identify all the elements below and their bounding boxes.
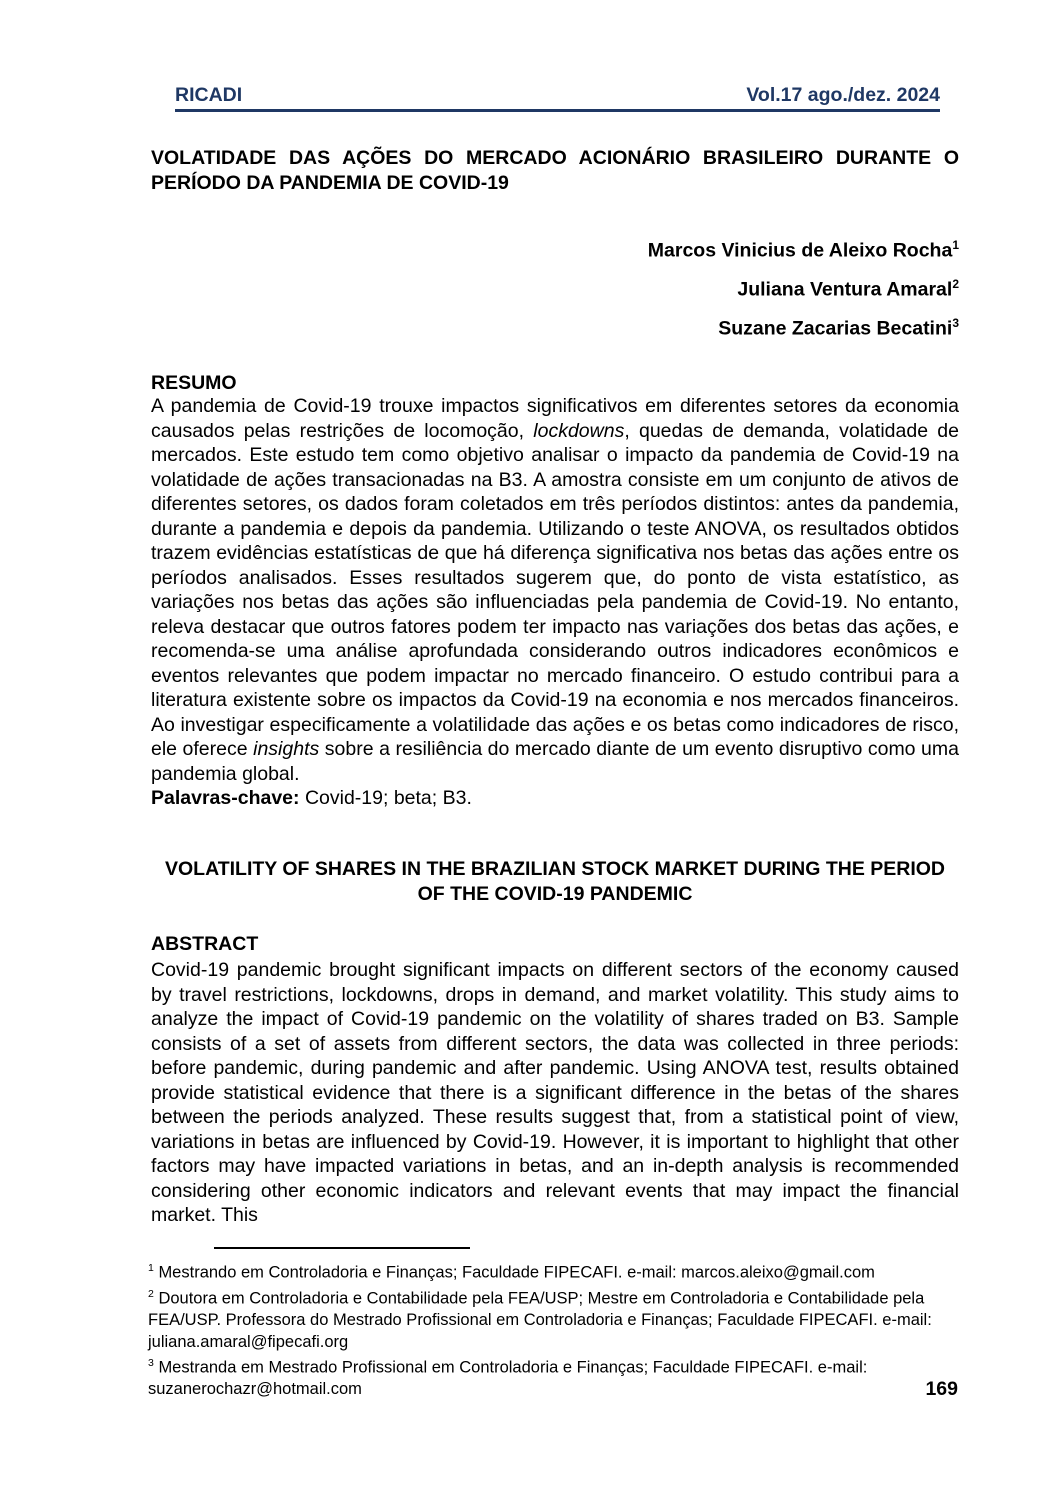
footnote [148,1258,960,1284]
footnote-ref: 3 [952,316,959,330]
abstract-paragraph: Covid-19 pandemic brought significant impacts on different sectors of the economy caused by travel restrictions, lockdowns, drops in demand, and market volatility. This study aims to analyze the impact of Covid-19 pandemic on the volatility of shares traded on B3. Sample consists of a set of assets from different sectors, the data was collected in three periods: before pandemic, during pandemic and after pandemic. Using ANOVA test, results obtained provide statistical evidence that there is a significant difference in the betas of the shares between the periods analyzed. These results suggest that, from a statistical point of view, variations in betas are influenced by Covid-19. However, it is important to highlight that other factors may have impacted variations in betas, and an in-depth analysis is recommended considering other economic indicators and relevant events that may impact the financial market. This [151,959,959,1226]
author-name: Juliana Ventura Amaral$^2$ [737,277,959,301]
page-number: 169 [925,1378,958,1400]
footnote-ref: 2 [952,277,959,291]
author-list [151,229,959,346]
abstract-section [151,958,959,1228]
footnote-text: Mestrando em Controladoria e Finanças; Faculdade FIPECAFI. e-mail: marcos.aleixo@gmail.com [158,1263,875,1282]
resumo-heading: RESUMO [151,372,237,394]
footnote-separator [214,1247,470,1249]
italic-term: insights [253,738,320,760]
footnote-number: 3 [148,1357,154,1369]
volume-info: Vol.17 ago./dez. 2024 [746,84,940,106]
author-name: Suzane Zacarias Becatini$^3$ [718,316,959,340]
italic-term: lockdowns [533,419,625,442]
keywords-line [151,786,959,811]
abstract-heading: ABSTRACT [151,933,259,955]
paper-title-pt: VOLATIDADE DAS AÇÕES DO MERCADO ACIONÁRIO BRASILEIRO DURANTE O PERÍODO DA PANDEMIA DE COVID-19 [151,147,959,194]
journal-name: RICADI [175,84,243,106]
author-name: Marcos Vinicius de Aleixo Rocha$^1$ [647,238,959,262]
paper-title-en: VOLATILITY OF SHARES IN THE BRAZILIAN STOCK MARKET DURING THE PERIOD OF THE COVID-19 PANDEMIC [164,858,946,905]
footnote-number: 2 [148,1288,154,1300]
footnote [148,1284,960,1353]
journal-header [175,84,940,112]
footnote-text: Doutora em Controladoria e Contabilidade pela FEA/USP; Mestre em Controladoria e Contabilidade pela FEA/USP. Professora do Mestrado Profissional em Controladoria e Finanças; Faculdade FIPECAFI. e-mail: juliana.amaral@fipecafi.org [148,1289,932,1351]
keywords-label: Palavras-chave: [151,787,300,809]
footnotes-area [148,1247,960,1401]
resumo-paragraph: A pandemia de Covid-19 trouxe impactos significativos em diferentes setores da economia causados pelas restrições de locomoção, lockdowns, quedas de demanda, volatidade de mercados. Este estudo tem como objetivo analisar o impacto da pandemia de Covid-19 na volatidade de ações transacionadas na B3. A amostra consiste em um conjunto de ativos de diferentes setores, os dados foram coletados em três períodos distintos: antes da pandemia, durante a pandemia e depois da pandemia. Utilizando o teste ANOVA, os resultados obtidos trazem evidências estatísticas de que há diferença significativa nos betas das ações entre os períodos analisados. Esses resultados sugerem que, do ponto de vista estatístico, as variações nos betas das ações são influenciadas pela pandemia de Covid-19. No entanto, releva destacar que outros fatores podem ter impacto nas variações dos betas das ações, e recomenda-se uma análise aprofundada considerando outros indicadores econômicos e eventos relevantes que podem impactar no mercado financeiro. O estudo contribui para a literatura existente sobre os impactos da Covid-19 na economia e nos mercados financeiros. Ao investigar especificamente a volatilidade das ações e os betas como indicadores de risco, ele oferece insights sobre a resiliência do mercado diante de um evento disruptivo como uma pandemia global. [151,395,959,785]
footnote-text: Mestranda em Mestrado Profissional em Controladoria e Finanças; Faculdade FIPECAFI. e-mail: suzanerochazr@hotmail.com [148,1358,868,1398]
resumo-section [151,394,959,811]
footnote-number: 1 [148,1262,154,1274]
footnote [148,1353,960,1401]
footnote-ref: 1 [952,238,959,252]
keywords-value: Covid-19; beta; B3. [299,787,472,809]
